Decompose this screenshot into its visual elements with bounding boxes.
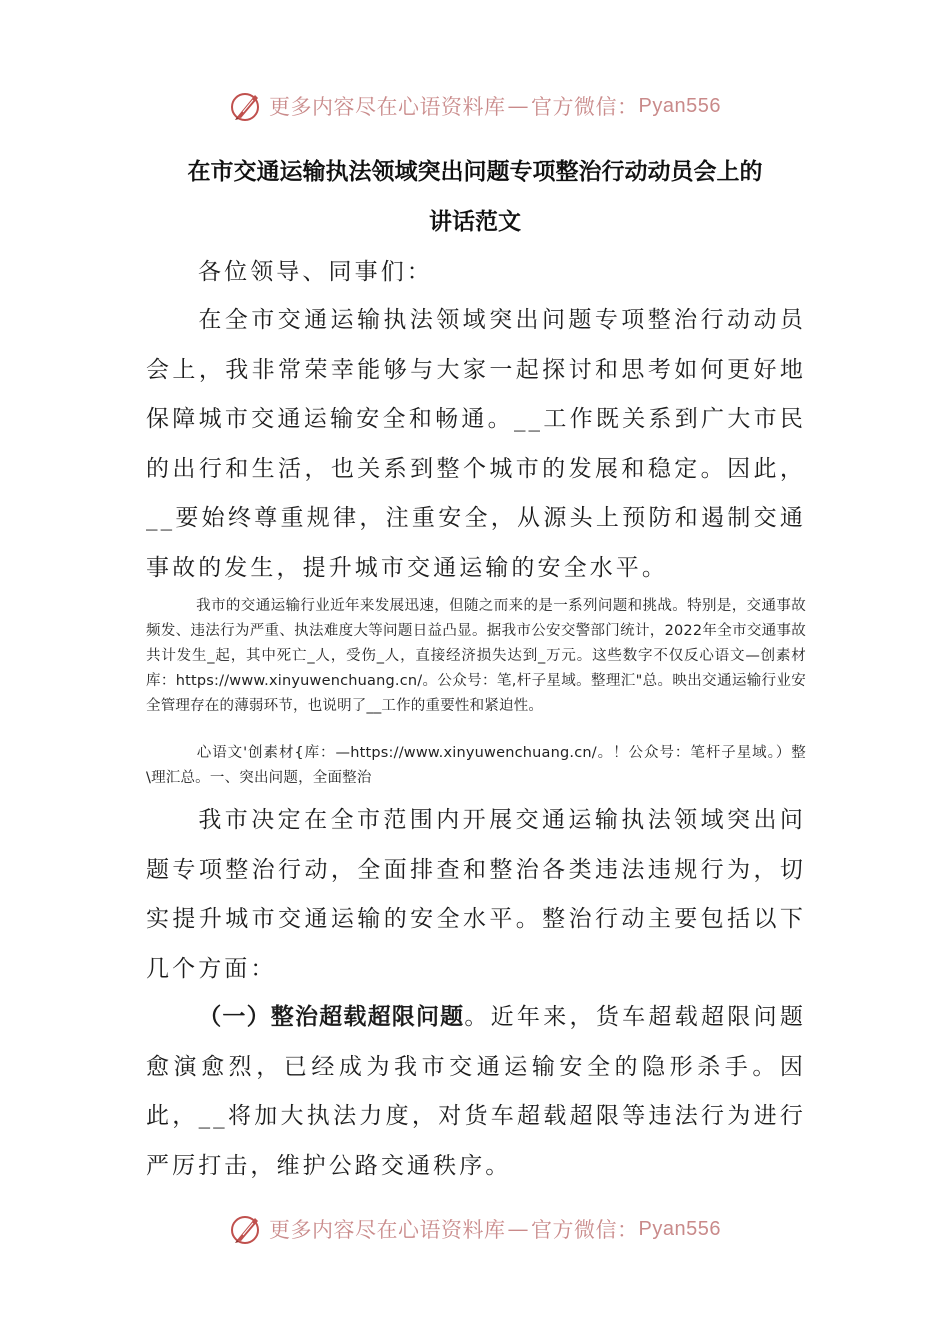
banner-separator: — <box>507 1217 530 1241</box>
watermark-note-paragraph <box>146 741 806 791</box>
banner-main-text: 更多内容尽在心语资料库 <box>269 95 506 119</box>
banner-separator: — <box>507 94 530 118</box>
document-title-line1: 在市交通运输执法领域突出问题专项整治行动动员会上的 <box>187 159 763 185</box>
banner-wechat-label: 官方微信： <box>531 95 639 119</box>
intro-text: 在全市交通运输执法领域突出问题专项整治行动动员会上，我非常荣幸能够与大家一起探讨和思考如何更好地保障城市交通运输安全和畅通。__工作既关系到广大市民的出行和生活，也关系到整个城市的发展和稳定。因此，__要始终尊重规律，注重安全，从源头上预防和遏制交通事故的发生，提升城市交通运输的安全水平。 <box>146 307 806 581</box>
banner-wechat-id: Pyan556 <box>638 1217 721 1240</box>
overload-section-text: 。近年来，货车超载超限问题愈演愈烈，已经成为我市交通运输安全的隐形杀手。因此，__将加大执法力度，对货车超载超限等违法行为进行严厉打击，维护公路交通秩序。 <box>146 1004 806 1179</box>
footer-watermark-banner <box>0 1207 950 1251</box>
overload-section-paragraph <box>146 993 806 1191</box>
document-title-line2: 讲话范文 <box>429 209 521 235</box>
overload-section-heading: （一）整治超载超限问题 <box>198 1004 465 1030</box>
header-watermark-banner <box>0 84 950 128</box>
greeting-paragraph <box>146 248 806 298</box>
watermark-note-text: 心语文'创素材{库：—https://www.xinyuwenchuang.cn/。！公众号：笔杆子星域。）整\理汇总。一、突出问题，全面整治 <box>146 745 806 786</box>
campaign-text: 我市决定在全市范围内开展交通运输执法领域突出问题专项整治行动，全面排查和整治各类违法违规行为，切实提升城市交通运输的安全水平。整治行动主要包括以下几个方面： <box>146 807 806 982</box>
greeting-text: 各位领导、同事们： <box>198 259 433 285</box>
banner-wechat-label: 官方微信： <box>531 1218 639 1242</box>
banner-main-text: 更多内容尽在心语资料库 <box>269 1218 506 1242</box>
quill-pen-logo-icon <box>229 1212 263 1246</box>
intro-paragraph <box>146 296 806 593</box>
banner-wechat-id: Pyan556 <box>638 94 721 117</box>
statistics-paragraph <box>146 594 806 719</box>
statistics-text: 我市的交通运输行业近年来发展迅速，但随之而来的是一系列问题和挑战。特别是，交通事故频发、违法行为严重、执法难度大等问题日益凸显。据我市公安交警部门统计，2022年全市交通事故共计发生_起，其中死亡_人，受伤_人，直接经济损失达到_万元。这些数字不仅反心语文—创素材库：https://www.xinyuwenchuang.cn/。公众号：笔,杆子星域。整理汇"总。映出交通运输行业安全管理存在的薄弱环节，也说明了__工作的重要性和紧迫性。 <box>146 598 806 714</box>
campaign-paragraph <box>146 796 806 994</box>
quill-pen-logo-icon <box>229 89 263 123</box>
